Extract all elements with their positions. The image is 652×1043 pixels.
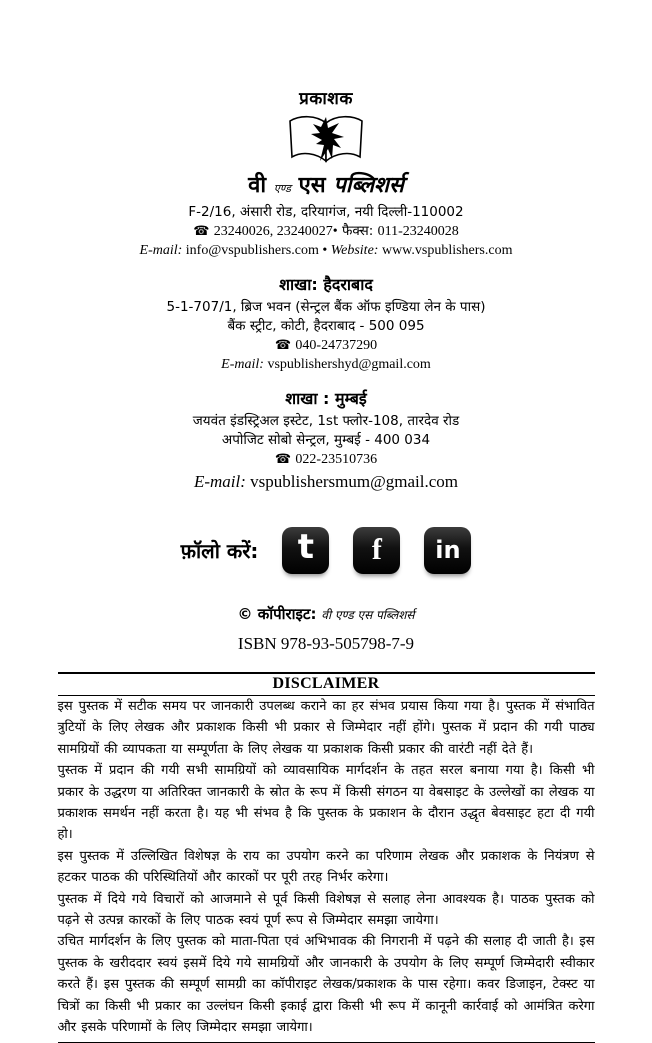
branch-hyderabad-heading: शाखा: हैदराबाद bbox=[279, 275, 373, 294]
phone-icon: ☎ bbox=[274, 452, 292, 467]
disclaimer-paragraph: इस पुस्तक में सटीक समय पर जानकारी उपलब्ध कराने का हर संभव प्रयास किया गया है। पुस्तक में संभावित त्रुटियों के लिए लेखक और प्रकाशक किसी भी प्रकार से जिम्मेदार नहीं होंगे। पुस्तक में प्रदान की गयी पाठ्य सामग्रियों की व्यापकता या सम्पूर्णता के लिए लेखक या प्रकाशक किसी प्रकार की वारंटी नहीं देते हैं। bbox=[57, 699, 595, 757]
bullet-separator: • bbox=[322, 243, 328, 258]
branch-mumbai-heading: शाखा : मुम्बई bbox=[285, 389, 367, 408]
disclaimer-body bbox=[58, 696, 595, 1043]
branch-hyderabad-address1: 5-1-707/1, ब्रिज भवन (सेन्ट्रल बैंक ऑफ इण्डिया लेन के पास) bbox=[166, 299, 486, 315]
follow-label: फ़ॉलो करें: bbox=[180, 538, 259, 563]
phone-icon: ☎ bbox=[193, 224, 210, 239]
disclaimer-section bbox=[58, 672, 595, 1043]
head-office-email[interactable]: info@vspublishers.com bbox=[185, 243, 319, 258]
copyright-brand: वी एण्ड एस पब्लिशर्स bbox=[321, 608, 415, 622]
email-label: E-mail: bbox=[221, 357, 264, 372]
publisher-wordmark bbox=[0, 169, 652, 199]
copyright-line bbox=[0, 604, 652, 624]
book-bird-logo-icon bbox=[278, 111, 374, 171]
branch-mumbai-phone: 022-23510736 bbox=[295, 452, 378, 467]
isbn: ISBN 978-93-505798-7-9 bbox=[237, 634, 415, 653]
fax-number: 011-23240028 bbox=[377, 224, 459, 239]
wordmark-and: एण्ड bbox=[273, 182, 291, 195]
email-label: E-mail: bbox=[193, 472, 246, 491]
head-office-phones: 23240026, 23240027 bbox=[213, 224, 333, 239]
branch-mumbai-address1: जयवंत इंडस्ट्रिअल इस्टेट, 1st फ्लोर-108, तारदेव रोड bbox=[192, 413, 460, 429]
branch-hyderabad-phone-line bbox=[0, 337, 652, 354]
branch-hyderabad-block bbox=[0, 273, 652, 374]
branch-hyderabad-email-line bbox=[0, 356, 652, 374]
publisher-heading: प्रकाशक bbox=[299, 89, 353, 109]
branch-hyderabad-email[interactable]: vspublishershyd@gmail.com bbox=[267, 357, 431, 372]
branch-hyderabad-address2: बैंक स्ट्रीट, कोटी, हैदराबाद - 500 095 bbox=[227, 318, 425, 334]
head-office-address: F-2/16, अंसारी रोड, दरियागंज, नयी दिल्ली-110002 bbox=[188, 204, 464, 220]
wordmark-publishers: पब्लिशर्स bbox=[333, 173, 404, 198]
head-office-email-line bbox=[0, 242, 652, 260]
branch-mumbai-phone-line bbox=[0, 451, 652, 468]
follow-us-row bbox=[0, 524, 652, 576]
phone-icon: ☎ bbox=[274, 338, 292, 353]
disclaimer-heading: DISCLAIMER bbox=[58, 672, 595, 696]
head-office-phone-line bbox=[0, 223, 652, 240]
bullet-separator: • bbox=[332, 224, 338, 239]
branch-mumbai-block bbox=[0, 387, 652, 492]
twitter-icon[interactable]: t bbox=[282, 527, 329, 574]
disclaimer-paragraph: पुस्तक में प्रदान की गयी सभी सामग्रियों को व्यावसायिक मार्गदर्शन के तहत सरल बनाया गया है। किसी भी प्रकार के उद्धरण या अतिरिक्त जानकारी के स्रोत के रूप में किसी संगठन या वेबसाइट के उल्लेखों का लेखक या प्रकाशक समर्थन नहीं करता है। यह भी संभव है कि पुस्तक के प्रकाशन के दौरान उद्धृत बेवसाइट हटा दी गयी हो। bbox=[57, 763, 595, 843]
branch-mumbai-address2: अपोजिट सोबो सेन्ट्रल, मुम्बई - 400 034 bbox=[221, 432, 431, 448]
branch-mumbai-email[interactable]: vspublishersmum@gmail.com bbox=[250, 472, 459, 491]
head-office-website[interactable]: www.vspublishers.com bbox=[381, 243, 513, 258]
facebook-icon[interactable]: f bbox=[353, 527, 400, 574]
website-label: Website: bbox=[330, 243, 379, 258]
wordmark-v: वी bbox=[248, 173, 267, 198]
branch-mumbai-email-line bbox=[0, 472, 652, 492]
copyright-label: © कॉपीराइट: bbox=[237, 605, 317, 623]
head-office-block bbox=[0, 204, 652, 260]
disclaimer-paragraph: उचित मार्गदर्शन के लिए पुस्तक को माता-पिता एवं अभिभावक की निगरानी में पढ़ने की सलाह दी जाती है। इस पुस्तक के खरीददार स्वयं इसमें दिये गये सामग्रियों और जानकारी के उपयोग के लिए सम्पूर्ण जिम्मेदारी स्वीकार करते हैं। इस पुस्तक की सम्पूर्ण सामग्री का कॉपीराइट लेखक/प्रकाशक के पास रहेगा। कवर डिजाइन, टेक्स्ट या चित्रों का किसी भी प्रकार का उल्लंघन किसी इकाई द्वारा किसी भी रूप में कानूनी कार्रवाई को आमंत्रित करेगा और इसके परिणामों के लिए जिम्मेदार समझा जायेगा। bbox=[57, 934, 595, 1036]
disclaimer-paragraph: इस पुस्तक में उल्लिखित विशेषज्ञ के राय का उपयोग करने का परिणाम लेखक और प्रकाशक के नियंत्रण से हटकर पाठक की परिस्थितियों और कारकों पर पूरी तरह निर्भर करेगा। bbox=[57, 848, 595, 886]
email-label: E-mail: bbox=[139, 243, 183, 258]
wordmark-s: एस bbox=[298, 173, 326, 198]
branch-hyderabad-phone: 040-24737290 bbox=[295, 338, 378, 353]
linkedin-icon[interactable]: in bbox=[424, 527, 471, 574]
disclaimer-paragraph: पुस्तक में दिये गये विचारों को आजमाने से पूर्व किसी विशेषज्ञ से सलाह लेना आवश्यक है। पाठक पुस्तक को पढ़ने से उत्पन्न कारकों के लिए पाठक स्वयं पूर्ण रूप से जिम्मेदार समझा जायेगा। bbox=[57, 891, 595, 929]
fax-label: फैक्स: bbox=[341, 223, 374, 239]
publisher-logo bbox=[0, 111, 652, 171]
